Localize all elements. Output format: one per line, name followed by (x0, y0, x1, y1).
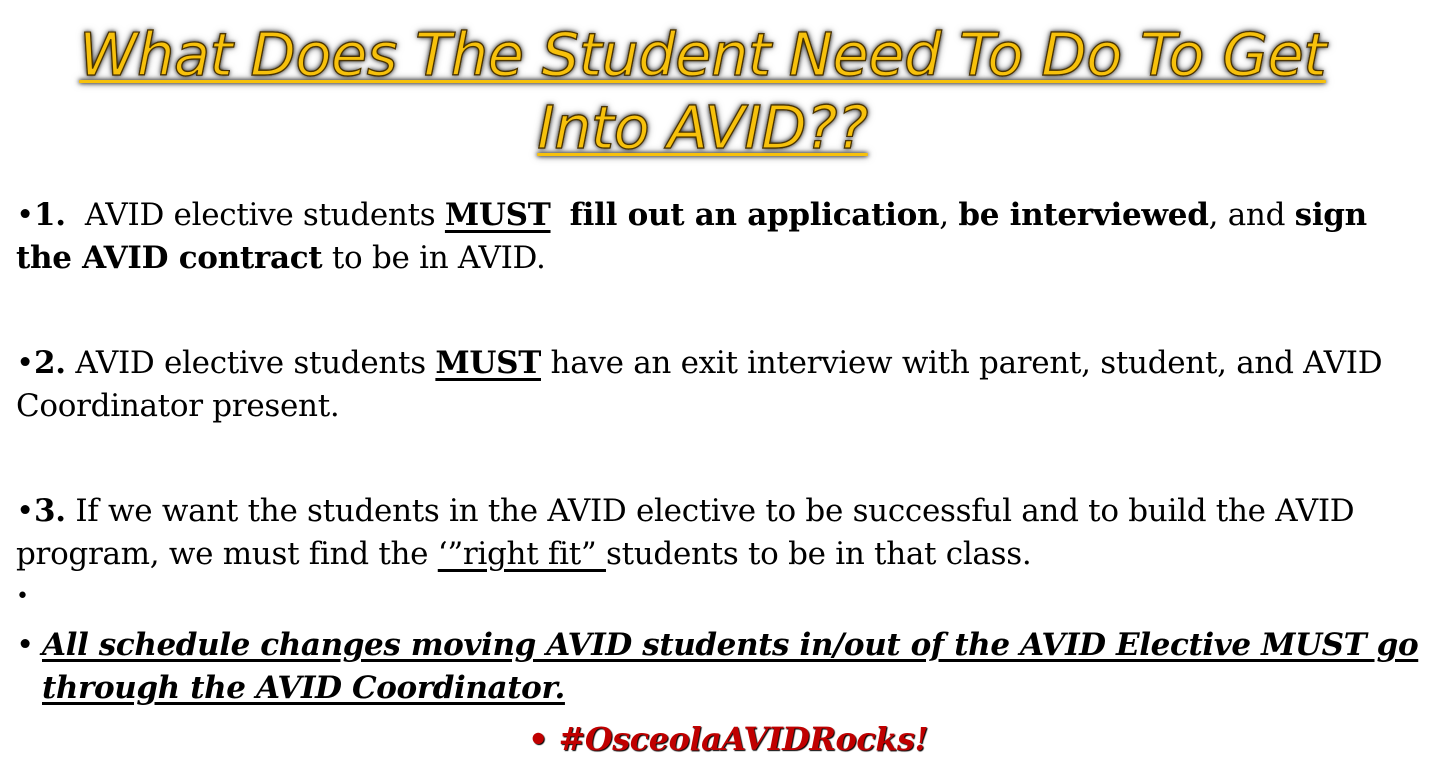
item-text: AVID elective students (84, 197, 445, 233)
list-item-1 (16, 194, 1431, 280)
must-emphasis: MUST (444, 197, 551, 233)
bullet: • (16, 493, 34, 529)
item-text: students to be in that class. (605, 536, 1032, 572)
emphasis-application: fill out an application (569, 197, 940, 233)
must-emphasis: MUST (435, 345, 541, 381)
item-text: have an exit interview with parent, student, and AVID Coordinator present. (16, 345, 1383, 424)
item-number: 1. (34, 197, 66, 233)
bullet: • (16, 197, 34, 233)
list-item-2 (16, 342, 1431, 428)
slide-title: What Does The Student Need To Do To Get Into AVID?? (79, 20, 1326, 162)
emphasis-interviewed: be interviewed (958, 197, 1209, 233)
empty-bullet: • (16, 584, 29, 609)
schedule-note (16, 624, 1431, 710)
hashtag: • #OsceolaAVIDRocks! (528, 720, 929, 758)
list-item-3 (16, 490, 1431, 576)
bullet: • (16, 627, 34, 663)
item-text: If we want the students in the AVID elective to be successful and to build the AVID program, we must find the (16, 493, 1355, 572)
emphasis-contract: sign the AVID contract (16, 197, 1367, 276)
item-text: , and (1208, 197, 1295, 233)
item-text: , (939, 197, 959, 233)
item-number: 3. (34, 493, 66, 529)
right-fit-emphasis: ‘”right fit” (437, 536, 606, 572)
bullet: • (16, 345, 34, 381)
schedule-note-text: All schedule changes moving AVID students in/out of the AVID Elective MUST go through the AVID Coordinator. (42, 627, 1419, 706)
item-text: to be in AVID. (322, 240, 546, 276)
item-text: AVID elective students (75, 345, 436, 381)
item-number: 2. (34, 345, 66, 381)
